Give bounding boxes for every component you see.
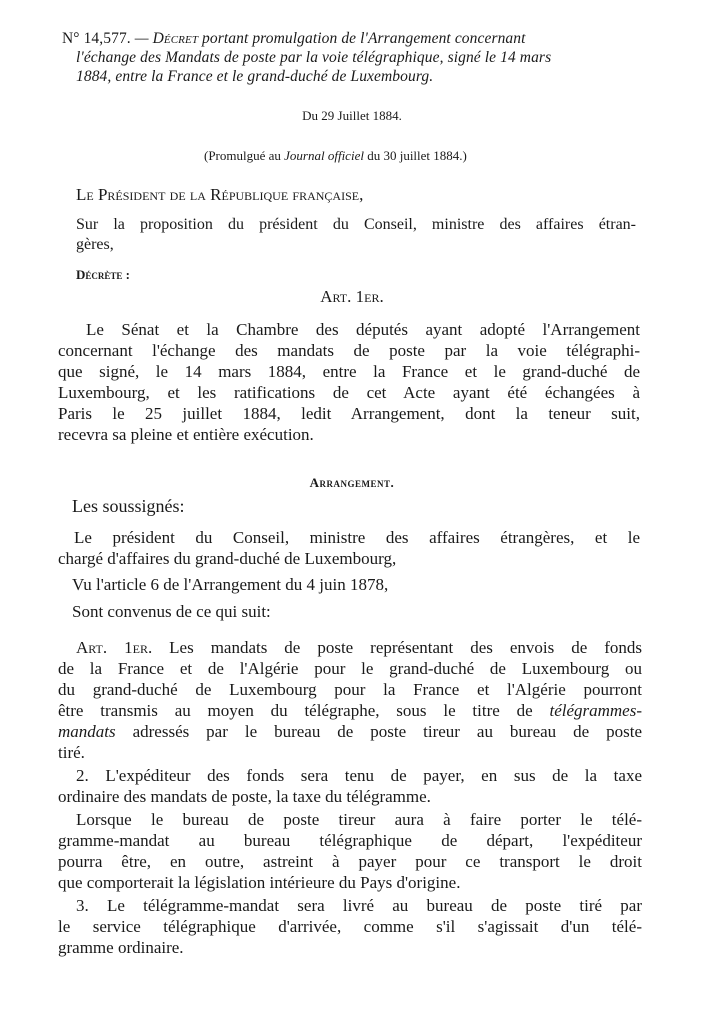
decree-header-line-3: 1884, entre la France et le grand-duché de Luxembourg. <box>76 68 434 85</box>
arrangement-article-1-label: Art. 1er. <box>76 638 153 657</box>
soussignes-heading: Les soussignés: <box>72 496 185 516</box>
decree-date: Du 29 Juillet 1884. <box>302 108 402 123</box>
decrete-label: Décrète : <box>76 267 130 282</box>
decree-header-line-2: l'échange des Mandats de poste par la voie télégraphique, signé le 14 mars <box>76 49 552 66</box>
document-page: N° 14,577. — Décret portant promulgation de l'Arrangement concernant l'échange des Mandats de poste par la voie télégraphique, signé le 14 mars 1884, entre la France et le grand-duché de Luxembourg. Du 29 Juillet 1884. (Promulgué au Journal officiel du 30 juillet 1884.) Le Président de la République française, Sur la proposition du président du Conseil, ministre des affaires étran- gères, Décrète : Art. 1er. Le Sénat et la Chambre des députés ayant adopté l'Arrangement concernant l'échange des mandats de poste par la voie télégraphi- que signé, le 14 mars 1884, entre la France et le grand-duché de Luxembourg, et les ratifications de cet Acte ayant été échangées à Paris le 25 juillet 1884, ledit Arrangement, dont la teneur suit, recevra sa pleine et entière exécution. Arrangement. Les soussignés: Le président du Conseil, ministre des affaires étrangères, et le chargé d'affaires du grand-duché de Luxembourg, Vu l'article 6 de l'Arrangement du 4 juin 1878, Sont convenus de ce qui suit: Art. 1er. Les mandats de poste représentant des envois de fonds de la France et de l'Algérie pour le grand-duché de Luxembourg ou du grand-duché de Luxembourg pour la France et l'Algérie pourront être transmis au moyen du télégraphe, sous le titre de télégrammes- mandats adressés par le bureau de poste tireur au bureau de poste tiré. 2. L'expéditeur des fonds sera tenu de payer, en sus de la taxe ordinaire des mandats de poste, la taxe du télégramme. Lorsque le bureau de poste tireur aura à faire porter le télé- gramme-mandat au bureau télégraphique de départ, l'expéditeur pourra être, en outre, astreint à payer pour ce transport le droit que comporterait la législation intérieure du Pays d'origine. 3. Le télégramme-mandat sera livré au bureau de poste tiré par le service télégraphique d'arrivée, comme s'il s'agissait d'un télé- gramme ordinaire. <box>0 0 704 1012</box>
decree-word: Décret <box>152 30 199 47</box>
promulgation-note: (Promulgué au Journal officiel du 30 juillet 1884.) <box>204 148 467 163</box>
proposal-line-1: Sur la proposition du président du Conseil, ministre des affaires étran- <box>76 216 636 233</box>
proposal-line-2: gères, <box>76 236 114 253</box>
article-1-title: Art. 1er. <box>320 287 384 306</box>
vu-article-line: Vu l'article 6 de l'Arrangement du 4 juin 1878, <box>72 575 389 594</box>
convenus-line: Sont convenus de ce qui suit: <box>72 602 271 621</box>
arrangement-title: Arrangement. <box>309 475 395 490</box>
president-heading: Le Président de la République française, <box>76 185 364 204</box>
decree-number: N° 14,577. <box>62 30 131 47</box>
decree-header-line-1: N° 14,577. — Décret portant promulgation de l'Arrangement concernant <box>62 30 526 47</box>
